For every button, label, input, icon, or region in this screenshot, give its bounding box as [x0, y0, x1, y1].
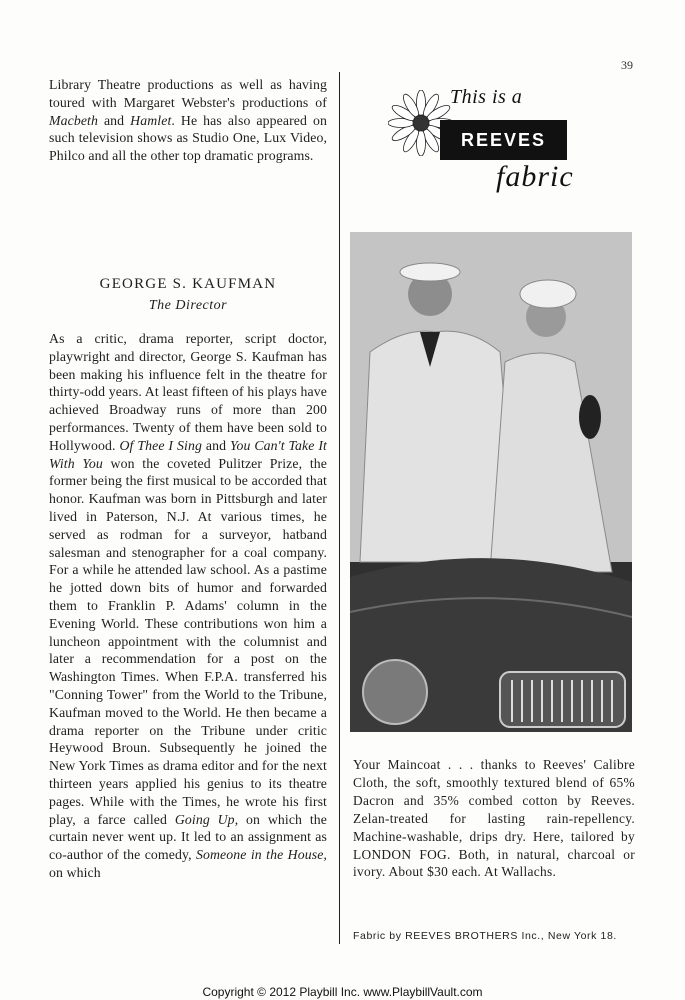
- bio-play-1: Of Thee I Sing: [119, 437, 202, 453]
- bio-text-3: won the coveted Pulitzer Prize, the former being the first musical to be accorded that honor. Kaufman was born in Pittsburgh and later lived in Paterson, N.J. At various times, he served as rodman for a surveyor, hatband salesman and stenographer for a coal company. For a while he attended law school. As a pastime he jotted down bits of humor and forwarded them to Franklin P. Adams' column in the Evening World. These contributions won him a luncheon appointment with the columnist and later a recommendation for a post on the Washington Times. When F.P.A. transferred his "Conning Tower" from the World to the Tribune, Kaufman moved to the World. He then became a drama reporter on the Tribune under critic Heywood Broun. Subsequently he joined the New York Times as drama editor and for the next thirteen years applied his genius to its theatre pages. While with the Times, he wrote his first play, a farce called: [49, 455, 327, 827]
- bio-text-4: , on which the curtain never went up. It led to an assignment as co-author of the comedy,: [49, 811, 327, 863]
- bio-play-2: You Can't Take It With You: [49, 437, 327, 471]
- reeves-logo: REEVES: [440, 120, 567, 160]
- page-number: 39: [621, 58, 633, 72]
- bio-play-4: Someone in the House,: [196, 847, 327, 863]
- bio-heading: [49, 276, 327, 314]
- ad-credit: Fabric by REEVES BROTHERS Inc., New York 18.: [353, 930, 617, 942]
- bio-play-3: Going Up: [174, 811, 235, 827]
- intro-paragraph: [49, 76, 327, 165]
- ad-tagline-top: This is a: [450, 86, 523, 108]
- intro-text-after: . He has also appeared on such television shows as Studio One, Lux Video, Philco and all the other top dramatic programs.: [49, 112, 327, 164]
- bio-body: [49, 330, 327, 882]
- bio-text-1: As a critic, drama reporter, script doctor, playwright and director, George S. Kaufman has been making his influence felt in the theatre for thirty-odd years. At least fifteen of his plays have achieved Broadway runs of more than 200 performances. Twenty of them have been sold to Hollywood.: [49, 331, 327, 453]
- intro-title-macbeth: Macbeth: [49, 112, 98, 128]
- intro-text-mid: and: [97, 112, 131, 128]
- ad-copy: Your Maincoat . . . thanks to Reeves' Calibre Cloth, the soft, smoothly textured blend of 65% Dacron and 35% combed cotton by Reeves. Zelan-treated for lasting rain-repellency. Machine-washable, drips dry. Here, tailored by LONDON FOG. Both, in natural, charcoal or ivory. About $30 each. At Wallachs.: [353, 757, 635, 880]
- column-divider: [339, 72, 340, 944]
- ad-tagline-bottom: fabric: [496, 160, 574, 193]
- ad-photo: [350, 232, 632, 732]
- ad-photo-illustration: [350, 232, 632, 732]
- bio-role: The Director: [148, 298, 228, 313]
- intro-title-hamlet: Hamlet: [130, 112, 172, 128]
- intro-text-before: Library Theatre productions as well as having toured with Margaret Webster's productions of: [49, 77, 327, 110]
- bio-name: GEORGE S. KAUFMAN: [99, 276, 277, 292]
- bio-text-2: and: [201, 437, 230, 453]
- bio-text-5: on which: [49, 864, 101, 880]
- footer-copyright: Copyright © 2012 Playbill Inc. www.PlaybillVault.com: [202, 985, 483, 999]
